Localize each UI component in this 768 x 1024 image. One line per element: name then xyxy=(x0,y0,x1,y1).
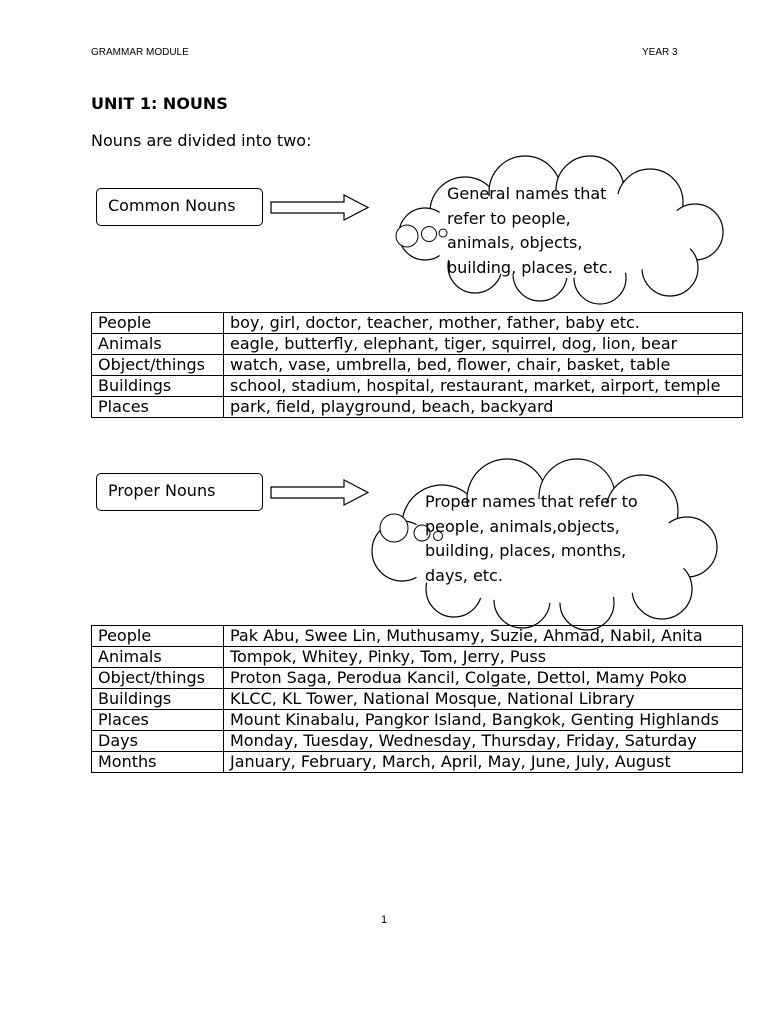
common-nouns-label: Common Nouns xyxy=(108,196,236,215)
table-row xyxy=(92,376,743,397)
page-number: 1 xyxy=(381,914,388,926)
category-cell: Object/things xyxy=(92,355,224,376)
right-arrow-icon xyxy=(270,479,370,507)
year-header: YEAR 3 xyxy=(642,47,678,58)
category-cell: Animals xyxy=(92,334,224,355)
category-cell: Buildings xyxy=(92,689,224,710)
category-cell: Days xyxy=(92,731,224,752)
table-row xyxy=(92,647,743,668)
table-row xyxy=(92,710,743,731)
category-cell: Buildings xyxy=(92,376,224,397)
table-row xyxy=(92,397,743,418)
proper-nouns-label: Proper Nouns xyxy=(108,481,216,500)
examples-cell: park, field, playground, beach, backyard xyxy=(224,397,743,418)
table-row xyxy=(92,334,743,355)
category-cell: Places xyxy=(92,397,224,418)
examples-cell: Proton Saga, Perodua Kancil, Colgate, Dettol, Mamy Poko xyxy=(224,668,743,689)
module-header: GRAMMAR MODULE xyxy=(91,47,189,58)
examples-cell: boy, girl, doctor, teacher, mother, father, baby etc. xyxy=(224,313,743,334)
category-cell: Animals xyxy=(92,647,224,668)
right-arrow-icon xyxy=(270,194,370,222)
table-row xyxy=(92,355,743,376)
table-row xyxy=(92,668,743,689)
proper-nouns-table xyxy=(91,625,743,773)
examples-cell: Monday, Tuesday, Wednesday, Thursday, Friday, Saturday xyxy=(224,731,743,752)
table-row xyxy=(92,752,743,773)
proper-cloud-text: Proper names that refer to people, animals,objects, building, places, months, days, etc. xyxy=(425,492,638,585)
examples-cell: Mount Kinabalu, Pangkor Island, Bangkok, Genting Highlands xyxy=(224,710,743,731)
examples-cell: KLCC, KL Tower, National Mosque, National Library xyxy=(224,689,743,710)
category-cell: Places xyxy=(92,710,224,731)
unit-title: UNIT 1: NOUNS xyxy=(91,94,228,113)
common-nouns-table xyxy=(91,312,743,418)
examples-cell: eagle, butterfly, elephant, tiger, squirrel, dog, lion, bear xyxy=(224,334,743,355)
category-cell: People xyxy=(92,626,224,647)
common-cloud-text: General names that refer to people, animals, objects, building, places, etc. xyxy=(447,184,613,277)
table-row xyxy=(92,313,743,334)
examples-cell: watch, vase, umbrella, bed, flower, chair, basket, table xyxy=(224,355,743,376)
examples-cell: Pak Abu, Swee Lin, Muthusamy, Suzie, Ahmad, Nabil, Anita xyxy=(224,626,743,647)
table-row xyxy=(92,689,743,710)
table-row xyxy=(92,626,743,647)
category-cell: Months xyxy=(92,752,224,773)
proper-nouns-label-box xyxy=(96,473,263,511)
examples-cell: school, stadium, hospital, restaurant, market, airport, temple xyxy=(224,376,743,397)
category-cell: Object/things xyxy=(92,668,224,689)
examples-cell: Tompok, Whitey, Pinky, Tom, Jerry, Puss xyxy=(224,647,743,668)
table-row xyxy=(92,731,743,752)
category-cell: People xyxy=(92,313,224,334)
examples-cell: January, February, March, April, May, June, July, August xyxy=(224,752,743,773)
common-nouns-label-box xyxy=(96,188,263,226)
intro-text: Nouns are divided into two: xyxy=(91,131,312,150)
